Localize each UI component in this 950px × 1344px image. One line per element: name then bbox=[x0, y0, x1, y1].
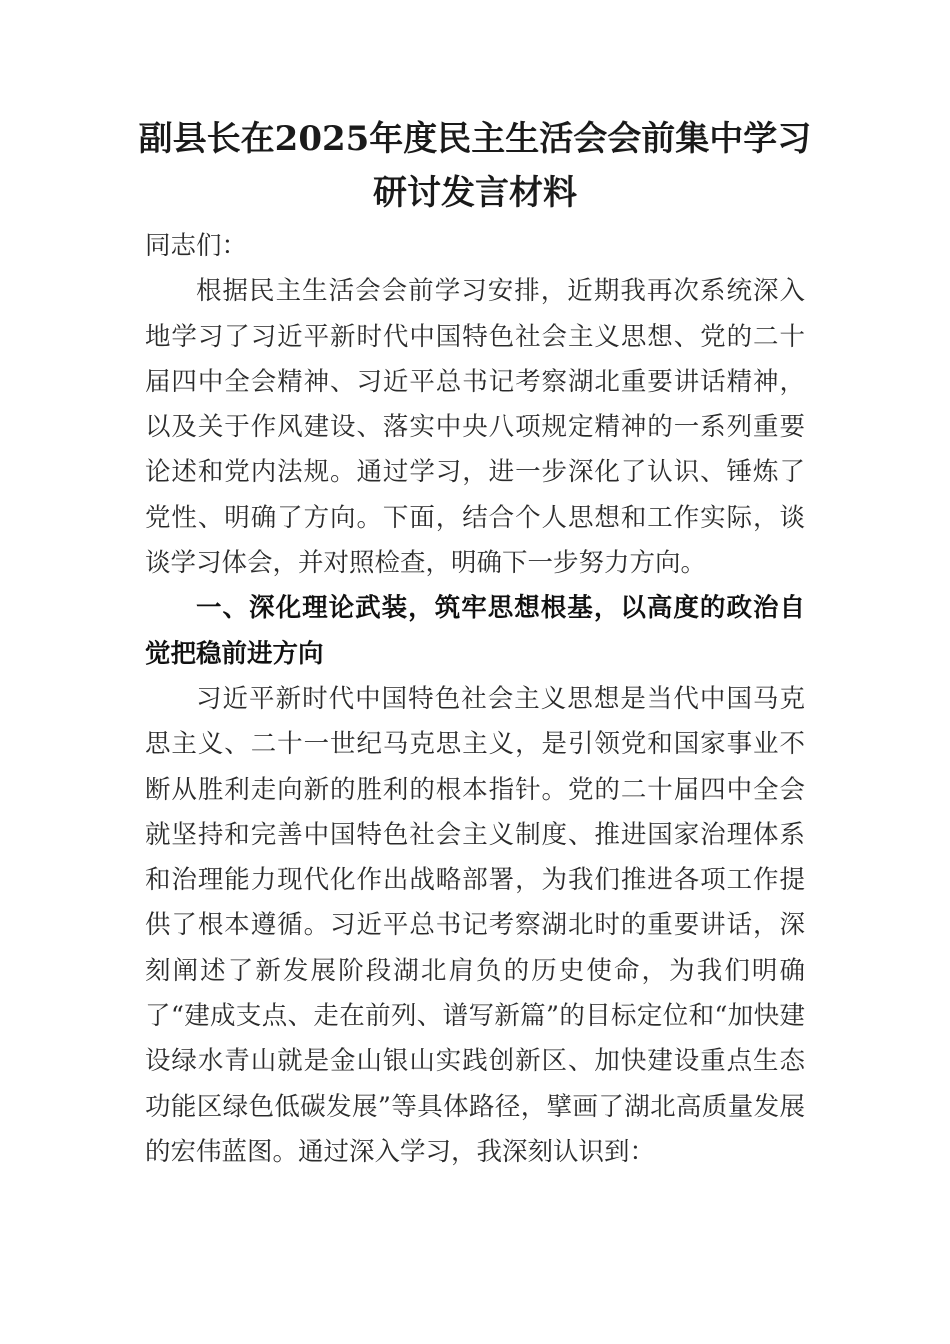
document-body bbox=[145, 224, 805, 1175]
intro-paragraph: 根据民主生活会会前学习安排，近期我再次系统深入地学习了习近平新时代中国特色社会主义思想、党的二十届四中全会精神、习近平总书记考察湖北重要讲话精神，以及关于作风建设、落实中央八项规定精神的一系列重要论述和党内法规。通过学习，进一步深化了认识、锤炼了党性、明确了方向。下面，结合个人思想和工作实际，谈谈学习体会，并对照检查，明确下一步努力方向。 bbox=[145, 276, 805, 579]
document-title: 副县长在2025年度民主生活会会前集中学习研讨发言材料 bbox=[138, 119, 812, 213]
section-heading-1: 一、深化理论武装，筑牢思想根基，以高度的政治自觉把稳前进方向 bbox=[145, 593, 805, 669]
salutation: 同志们： bbox=[145, 231, 248, 261]
section-1-paragraph: 习近平新时代中国特色社会主义思想是当代中国马克思主义、二十一世纪马克思主义，是引领党和国家事业不断从胜利走向新的胜利的根本指针。党的二十届四中全会就坚持和完善中国特色社会主义制度、推进国家治理体系和治理能力现代化作出战略部署，为我们推进各项工作提供了根本遵循。习近平总书记考察湖北时的重要讲话，深刻阐述了新发展阶段湖北肩负的历史使命，为我们明确了“建成支点、走在前列、谱写新篇”的目标定位和“加快建设绿水青山就是金山银山实践创新区、加快建设重点生态功能区绿色低碳发展”等具体路径，擘画了湖北高质量发展的宏伟蓝图。通过深入学习，我深刻认识到： bbox=[145, 683, 805, 1167]
